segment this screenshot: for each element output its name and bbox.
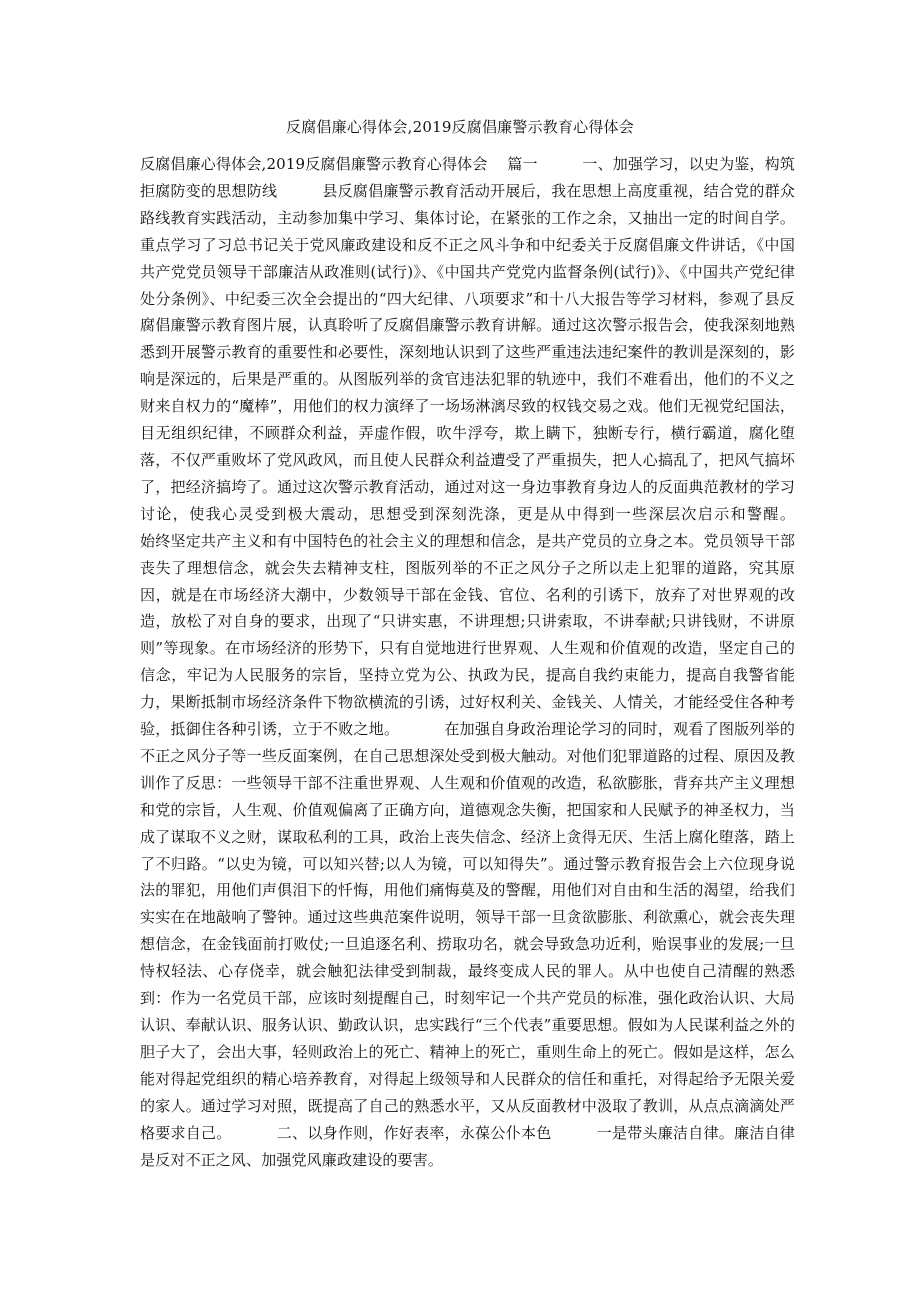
document-body: 反腐倡廉心得体会,2019反腐倡廉警示教育心得体会 篇一 一、加强学习，以史为鉴，构筑拒腐防变的思想防线 县反腐倡廉警示教育活动开展后，我在思想上高度重视，结合党的群众路线教育实践活动，主动参加集中学习、集体讨论，在紧张的工作之余，又抽出一定的时间自学。重点学习了习总书记关于党风廉政建设和反不正之风斗争和中纪委关于反腐倡廉文件讲话，《中国共产党党员领导干部廉洁从政准则(试行)》、《中国共产党党内监督条例(试行)》、《中国共产党纪律处分条例》、中纪委三次全会提出的“四大纪律、八项要求”和十八大报告等学习材料，参观了县反腐倡廉警示教育图片展，认真聆听了反腐倡廉警示教育讲解。通过这次警示报告会，使我深刻地熟悉到开展警示教育的重要性和必要性，深刻地认识到了这些严重违法违纪案件的教训是深刻的，影响是深远的，后果是严重的。从图版列举的贪官违法犯罪的轨迹中，我们不难看出，他们的不义之财来自权力的“魔棒”，用他们的权力演绎了一场场淋漓尽致的权钱交易之戏。他们无视党纪国法，目无组织纪律，不顾群众利益，弄虚作假，吹牛浮夸，欺上瞒下，独断专行，横行霸道，腐化堕落，不仅严重败坏了党风政风，而且使人民群众利益遭受了严重损失，把人心搞乱了，把风气搞坏了，把经济搞垮了。通过这次警示教育活动，通过对这一身边事教育身边人的反面典范教材的学习讨论，使我心灵受到极大震动，思想受到深刻洗涤，更是从中得到一些深层次启示和警醒。 始终坚定共产主义和有中国特色的社会主义的理想和信念，是共产党员的立身之本。党员领导干部丧失了理想信念，就会失去精神支柱，图版列举的不正之风分子之所以走上犯罪的道路，究其原因，就是在市场经济大潮中，少数领导干部在金钱、官位、名利的引诱下，放弃了对世界观的改造，放松了对自身的要求，出现了“只讲实惠，不讲理想;只讲索取，不讲奉献;只讲钱财，不讲原则”等现象。在市场经济的形势下，只有自觉地进行世界观、人生观和价值观的改造，坚定自己的信念，牢记为人民服务的宗旨，坚持立党为公、执政为民，提高自我约束能力，提高自我警省能力，果断抵制市场经济条件下物欲横流的引诱，过好权利关、金钱关、人情关，才能经受住各种考验，抵御住各种引诱，立于不败之地。 在加强自身政治理论学习的同时，观看了图版列举的不正之风分子等一些反面案例，在自己思想深处受到极大触动。对他们犯罪道路的过程、原因及教训作了反思：一些领导干部不注重世界观、人生观和价值观的改造，私欲膨胀，背弃共产主义理想和党的宗旨，人生观、价值观偏离了正确方向，道德观念失衡，把国家和人民赋予的神圣权力，当成了谋取不义之财，谋取私利的工具，政治上丧失信念、经济上贪得无厌、生活上腐化堕落，踏上了不归路。“以史为镜，可以知兴替;以人为镜，可以知得失”。通过警示教育报告会上六位现身说法的罪犯，用他们声俱泪下的忏悔，用他们痛悔莫及的警醒，用他们对自由和生活的渴望，给我们实实在在地敲响了警钟。通过这些典范案件说明，领导干部一旦贪欲膨胀、利欲熏心，就会丧失理想信念，在金钱面前打败仗;一旦追逐名利、捞取功名，就会导致急功近利，贻误事业的发展;一旦恃权轻法、心存侥幸，就会触犯法律受到制裁，最终变成人民的罪人。从中也使自己清醒的熟悉到：作为一名党员干部，应该时刻提醒自己，时刻牢记一个共产党员的标准，强化政治认识、大局认识、奉献认识、服务认识、勤政认识，忠实践行“三个代表”重要思想。假如为人民谋利益之外的胆子大了，会出大事，轻则政治上的死亡、精神上的死亡，重则生命上的死亡。假如是这样，怎么能对得起党组织的精心培养教育，对得起上级领导和人民群众的信任和重托，对得起给予无限关爱的家人。通过学习对照，既提高了自己的熟悉水平，又从反面教材中汲取了教训，从点点滴滴处严格要求自己。 二、以身作则，作好表率，永葆公仆本色 一是带头廉洁自律。廉洁自律是反对不正之风、加强党风廉政建设的要害。 <box>140 155 845 1169</box>
document-title: 反腐倡廉心得体会,2019反腐倡廉警示教育心得体会 <box>286 118 634 136</box>
